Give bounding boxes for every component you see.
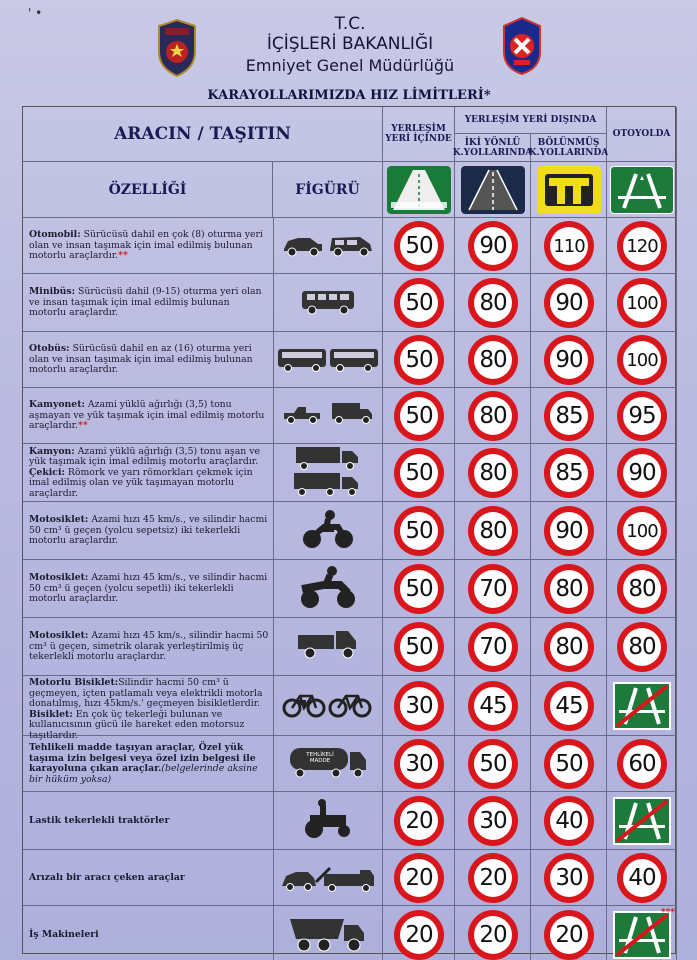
- speed-limit-value: 80: [623, 570, 661, 608]
- limit-cell: [531, 444, 607, 502]
- speed-limit-value: 80: [474, 397, 512, 435]
- speed-limit-sign-icon: [394, 796, 444, 846]
- tanker-label: TEHLİKELİ MADDE: [306, 752, 334, 764]
- limit-cell: [383, 388, 455, 444]
- speed-limit-sign-icon: [468, 796, 518, 846]
- figure-cell: [273, 736, 383, 792]
- table-row: [23, 444, 677, 502]
- speed-limit-sign-icon: [468, 448, 518, 498]
- header-line-3: Emniyet Genel Müdürlüğü: [245, 56, 455, 75]
- row-text: Sürücüsü dahil (9-15) oturma yeri olan ve insan taşımak için imal edilmiş bulunan motorlu araçlardır.: [29, 286, 262, 319]
- row-description: [29, 573, 269, 605]
- no-motorway-sign-icon: [613, 797, 671, 845]
- speed-limit-value: 50: [550, 745, 588, 783]
- limit-cell: [607, 388, 677, 444]
- row-text: Sürücüsü dahil en az (16) oturma yeri olan ve insan taşımak için imal edilmiş bulunan motorlu araçlardır.: [29, 343, 253, 376]
- motorway-sign-icon: [610, 166, 674, 214]
- row-description: [29, 678, 269, 742]
- bicycle-icon: [282, 688, 374, 724]
- car-icon: [280, 229, 376, 263]
- rural-column-header: YERLEŞİM YERİ DIŞINDA: [455, 107, 607, 134]
- speed-limit-value: 30: [400, 687, 438, 725]
- limit-cell: [383, 618, 455, 676]
- dump-truck-icon: [288, 913, 368, 957]
- speed-limit-value: 70: [474, 570, 512, 608]
- minibus-icon: [298, 285, 358, 321]
- limit-cell: [607, 906, 677, 960]
- table-row: [23, 388, 677, 444]
- speed-limit-value: 80: [550, 628, 588, 666]
- figure-cell: [273, 444, 383, 502]
- motorway-column-header: OTOYOLDA: [607, 107, 677, 162]
- table-row: [23, 332, 677, 388]
- speed-limit-sign-icon: [468, 506, 518, 556]
- speed-limit-value: 50: [400, 284, 438, 322]
- row-text: (belgelerinde aksine bir hüküm yoksa): [29, 763, 258, 785]
- limit-cell: [383, 444, 455, 502]
- speed-limit-value: 90: [623, 454, 661, 492]
- limit-cell: [531, 218, 607, 274]
- speed-limit-value: 80: [623, 628, 661, 666]
- table-row: [23, 736, 677, 792]
- speed-limit-sign-icon: [468, 910, 518, 960]
- footnote-mark: ***: [660, 908, 675, 918]
- speed-limit-value: 20: [400, 916, 438, 954]
- limit-cell: [455, 560, 531, 618]
- speed-limit-sign-icon: [394, 448, 444, 498]
- row-description: [29, 515, 269, 547]
- speed-limit-sign-icon: [617, 278, 667, 328]
- limit-cell: [607, 618, 677, 676]
- row-title: Motosiklet:: [29, 514, 89, 525]
- limit-cell: [455, 502, 531, 560]
- table-row: [23, 218, 677, 274]
- urban-road-sign-icon: [387, 166, 451, 214]
- sidecar-icon: [298, 563, 358, 615]
- urban-column-header: YERLEŞİM YERİ İÇİNDE: [383, 107, 455, 162]
- limit-cell: [455, 850, 531, 906]
- limit-cell: [383, 676, 455, 736]
- speed-limit-value: 110: [550, 227, 588, 265]
- row-description: [29, 631, 269, 663]
- speed-limit-value: 45: [550, 687, 588, 725]
- two-way-road-cell: [455, 162, 531, 218]
- speed-limit-value: 80: [474, 341, 512, 379]
- speed-limit-sign-icon: [394, 391, 444, 441]
- row-title: Otobüs:: [29, 343, 70, 354]
- table-row: [23, 906, 677, 960]
- speed-limit-sign-icon: [617, 739, 667, 789]
- figure-cell: [273, 560, 383, 618]
- row-text-2: En çok üç tekerleği bulunan ve kullanıcısının gücü ile hareket eden motorsuz taşıtlardır.: [29, 708, 245, 741]
- speed-limit-value: 95: [623, 397, 661, 435]
- speed-limit-value: 90: [474, 227, 512, 265]
- figure-cell: [273, 218, 383, 274]
- speed-limit-value: 20: [474, 916, 512, 954]
- speed-limit-value: 50: [400, 454, 438, 492]
- limit-cell: [607, 850, 677, 906]
- limit-cell: [531, 850, 607, 906]
- figure-cell: [273, 906, 383, 960]
- row-title: Tehlikeli madde taşıyan araçlar, Özel yük taşıma izin belgesi veya özel izin belgesi ile karayoluna çıkan araçlar.: [29, 742, 256, 775]
- speed-limit-value: 80: [474, 454, 512, 492]
- pickup-icon: [282, 399, 374, 433]
- vehicle-column-header: ARACIN / TAŞITIN: [23, 107, 383, 162]
- limit-cell: [455, 332, 531, 388]
- speed-limit-value: 90: [550, 284, 588, 322]
- row-title: Kamyonet:: [29, 399, 85, 410]
- row-description: [29, 447, 269, 500]
- limit-cell: [383, 218, 455, 274]
- row-description: [29, 930, 269, 941]
- speed-limit-sign-icon: [617, 221, 667, 271]
- speed-limit-value: 80: [474, 284, 512, 322]
- table-row: [23, 618, 677, 676]
- limit-cell: [383, 274, 455, 332]
- speed-limit-value: 20: [400, 859, 438, 897]
- speed-limit-sign-icon: [394, 506, 444, 556]
- speed-limit-sign-icon: [544, 221, 594, 271]
- limit-cell: [531, 274, 607, 332]
- figure-cell: [273, 792, 383, 850]
- row-description: [29, 400, 269, 432]
- police-badge-icon: [155, 18, 199, 78]
- limit-cell: [607, 560, 677, 618]
- limit-cell: [455, 444, 531, 502]
- speed-limit-sign-icon: [394, 221, 444, 271]
- speed-limit-value: 50: [474, 745, 512, 783]
- speed-limit-value: 20: [400, 802, 438, 840]
- speed-limit-value: 80: [474, 512, 512, 550]
- speed-limit-value: 40: [550, 802, 588, 840]
- figure-cell: [273, 388, 383, 444]
- limit-cell: [383, 332, 455, 388]
- row-text: İş Makineleri: [29, 928, 99, 940]
- speed-limit-sign-icon: [468, 622, 518, 672]
- header-line-1: T.C.: [334, 14, 366, 34]
- figure-cell: [273, 850, 383, 906]
- speed-limit-sign-icon: [468, 221, 518, 271]
- row-text-2: Römork ve yarı römorkları çekmek için imal edilmiş olan ve yük taşımayan motorlu araçlardır.: [29, 466, 253, 499]
- speed-limit-sign-icon: [617, 622, 667, 672]
- limit-cell: [531, 906, 607, 960]
- speed-limit-sign-icon: [544, 853, 594, 903]
- speed-limit-table: [22, 106, 676, 954]
- speed-limit-sign-icon: [617, 853, 667, 903]
- speed-limit-sign-icon: [394, 681, 444, 731]
- speed-limit-value: 30: [550, 859, 588, 897]
- table-row: [23, 850, 677, 906]
- row-title: Motosiklet:: [29, 572, 89, 583]
- truck-icon: [292, 445, 364, 501]
- speed-limit-value: 70: [474, 628, 512, 666]
- row-title: Motorlu Bisiklet:: [29, 677, 119, 688]
- speed-limit-value: 50: [400, 227, 438, 265]
- figure-column-header: FİGÜRÜ: [273, 162, 383, 218]
- speed-limit-value: 50: [400, 570, 438, 608]
- speed-limit-sign-icon: [394, 622, 444, 672]
- speed-limit-sign-icon: [468, 335, 518, 385]
- limit-cell: [607, 792, 677, 850]
- speed-limit-value: 20: [474, 859, 512, 897]
- figure-cell: [273, 274, 383, 332]
- speed-limit-sign-icon: [394, 910, 444, 960]
- limit-cell: [455, 736, 531, 792]
- row-text: Azami hızı 45 km/s., ve silindir hacmi 50 cm³ ü geçen (yolcu sepetsiz) iki tekerlekli motorlu araçlardır.: [29, 514, 268, 547]
- figure-cell: [273, 618, 383, 676]
- speed-limit-sign-icon: [617, 335, 667, 385]
- speed-limit-value: 40: [623, 859, 661, 897]
- motorcycle-icon: [300, 507, 356, 555]
- limit-cell: [455, 274, 531, 332]
- row-text: Azami yüklü ağırlığı (3,5) tonu aşmayan ve yük taşımak için imal edilmiş motorlu araçlardır.: [29, 399, 265, 432]
- speed-limit-sign-icon: [468, 681, 518, 731]
- speed-limit-value: 30: [474, 802, 512, 840]
- motorway-road-cell: [607, 162, 677, 218]
- speed-limit-sign-icon: [394, 278, 444, 328]
- no-motorway-sign-icon: [613, 682, 671, 730]
- speed-limit-sign-icon: [617, 506, 667, 556]
- speed-limit-sign-icon: [544, 681, 594, 731]
- figure-cell: [273, 502, 383, 560]
- row-description: [29, 344, 269, 376]
- header-line-2: İÇİŞLERİ BAKANLIĞI: [266, 34, 434, 54]
- row-title: Kamyon:: [29, 445, 75, 457]
- table-row: [23, 560, 677, 618]
- speed-limit-value: 20: [550, 916, 588, 954]
- page-title: KARAYOLLARIMIZDA HIZ LİMİTLERİ*: [207, 88, 491, 103]
- speed-limit-sign-icon: [468, 278, 518, 328]
- table-row: [23, 502, 677, 560]
- speed-limit-sign-icon: [544, 622, 594, 672]
- row-text: Azami hızı 45 km/s., ve silindir hacmi 50 cm³ ü geçen (yolcu sepetli) iki tekerlekli motorlu araçlardır.: [29, 572, 268, 605]
- table-row: [23, 676, 677, 741]
- limit-cell: [383, 502, 455, 560]
- limit-cell: [455, 676, 531, 736]
- speed-limit-value: 45: [474, 687, 512, 725]
- speed-limit-sign-icon: [617, 448, 667, 498]
- limit-cell: [607, 676, 677, 736]
- tanker-icon: [286, 744, 370, 784]
- speed-limit-sign-icon: [544, 506, 594, 556]
- speed-limit-sign-icon: [394, 853, 444, 903]
- row-text: Sürücüsü dahil en çok (8) oturma yeri olan ve insan taşımak için imal edilmiş bulunan motorlu araçlardır.: [29, 229, 263, 262]
- speed-limit-sign-icon: [544, 796, 594, 846]
- limit-cell: [607, 736, 677, 792]
- speed-limit-sign-icon: [544, 910, 594, 960]
- two-way-road-sign-icon: [461, 166, 525, 214]
- limit-cell: [607, 274, 677, 332]
- limit-cell: [383, 736, 455, 792]
- speed-limit-sign-icon: [617, 564, 667, 614]
- feature-column-header: ÖZELLİĞİ: [23, 162, 273, 218]
- row-description: [29, 873, 269, 884]
- limit-cell: [531, 502, 607, 560]
- speed-limit-value: 100: [623, 341, 661, 379]
- speed-limit-sign-icon: [544, 564, 594, 614]
- asterisk-mark: **: [118, 250, 128, 262]
- figure-cell: [273, 332, 383, 388]
- speed-limit-sign-icon: [544, 448, 594, 498]
- limit-cell: [383, 850, 455, 906]
- limit-cell: [607, 444, 677, 502]
- limit-cell: [531, 332, 607, 388]
- row-title: Minibüs:: [29, 286, 76, 297]
- speed-limit-value: 85: [550, 397, 588, 435]
- header: [0, 0, 697, 88]
- table-row: [23, 274, 677, 332]
- speed-limit-value: 50: [400, 628, 438, 666]
- speed-limit-value: 85: [550, 454, 588, 492]
- limit-cell: [607, 332, 677, 388]
- speed-limit-value: 100: [623, 512, 661, 550]
- limit-cell: [531, 676, 607, 736]
- tractor-icon: [300, 799, 356, 843]
- figure-cell: [273, 676, 383, 736]
- row-title: Otomobil:: [29, 229, 81, 240]
- speed-limit-sign-icon: [544, 335, 594, 385]
- limit-cell: [383, 906, 455, 960]
- speed-limit-value: 50: [400, 341, 438, 379]
- row-text: Arızalı bir aracı çeken araçlar: [29, 871, 185, 883]
- corner-mark: ' •: [28, 6, 43, 20]
- tow-truck-icon: [280, 858, 376, 898]
- speed-limit-sign-icon: [468, 564, 518, 614]
- limit-cell: [531, 792, 607, 850]
- limit-cell: [531, 560, 607, 618]
- row-description: [29, 287, 269, 319]
- row-text: Azami yüklü ağırlığı (3,5) tonu aşan ve yük taşımak için imal edilmiş motorlu araçlardır.: [29, 445, 260, 468]
- limit-cell: [455, 906, 531, 960]
- speed-limit-value: 50: [400, 397, 438, 435]
- speed-limit-sign-icon: [394, 739, 444, 789]
- speed-limit-sign-icon: [468, 391, 518, 441]
- speed-limit-sign-icon: [468, 853, 518, 903]
- row-description: [29, 743, 269, 785]
- bus-icon: [276, 343, 380, 377]
- limit-cell: [455, 388, 531, 444]
- speed-limit-sign-icon: [544, 739, 594, 789]
- limit-cell: [531, 388, 607, 444]
- limit-cell: [531, 736, 607, 792]
- limit-cell: [531, 618, 607, 676]
- limit-cell: [383, 560, 455, 618]
- divided-column-header: BÖLÜNMÜŞ K.YOLLARINDA: [531, 134, 607, 162]
- speed-limit-value: 80: [550, 570, 588, 608]
- row-description: [29, 816, 269, 827]
- divided-road-sign-icon: [537, 166, 601, 214]
- traffic-police-badge-icon: [500, 16, 544, 76]
- limit-cell: [455, 792, 531, 850]
- asterisk-mark: **: [78, 420, 88, 432]
- table-row: [23, 792, 677, 850]
- limit-cell: [607, 218, 677, 274]
- speed-limit-sign-icon: [544, 391, 594, 441]
- row-title: Motosiklet:: [29, 630, 89, 641]
- speed-limit-value: 120: [623, 227, 661, 265]
- limit-cell: [383, 792, 455, 850]
- speed-limit-value: 30: [400, 745, 438, 783]
- row-title-2: Çekici:: [29, 466, 65, 478]
- speed-limit-value: 50: [400, 512, 438, 550]
- speed-limit-value: 100: [623, 284, 661, 322]
- divided-road-cell: [531, 162, 607, 218]
- row-text: Azami hızı 45 km/s., silindir hacmi 50 cm³ ü geçen, simetrik olarak yerleştirilmiş üç tekerlekli motorlu araçlardır.: [29, 630, 269, 663]
- speed-limit-sign-icon: [394, 335, 444, 385]
- speed-limit-sign-icon: [394, 564, 444, 614]
- limit-cell: [607, 502, 677, 560]
- row-text: Lastik tekerlekli traktörler: [29, 814, 170, 826]
- two-way-column-header: İKİ YÖNLÜ K.YOLLARINDA: [455, 134, 531, 162]
- speed-limit-value: 90: [550, 512, 588, 550]
- limit-cell: [455, 218, 531, 274]
- speed-limit-sign-icon: [544, 278, 594, 328]
- speed-limit-value: 60: [623, 745, 661, 783]
- tricycle-icon: [296, 627, 360, 667]
- limit-cell: [455, 618, 531, 676]
- speed-limit-value: 90: [550, 341, 588, 379]
- row-text: Silindir hacmi 50 cm³ ü geçmeyen, içten patlamalı veya elektrikli motorla donatılmış, hızı 45km/s.' geçmeyen bisikletlerdir.: [29, 677, 263, 710]
- row-description: [29, 230, 269, 262]
- speed-limit-sign-icon: [617, 391, 667, 441]
- urban-road-cell: [383, 162, 455, 218]
- no-motorway-sign-icon: [613, 911, 671, 959]
- row-title-2: Bisiklet:: [29, 708, 73, 720]
- speed-limit-sign-icon: [468, 739, 518, 789]
